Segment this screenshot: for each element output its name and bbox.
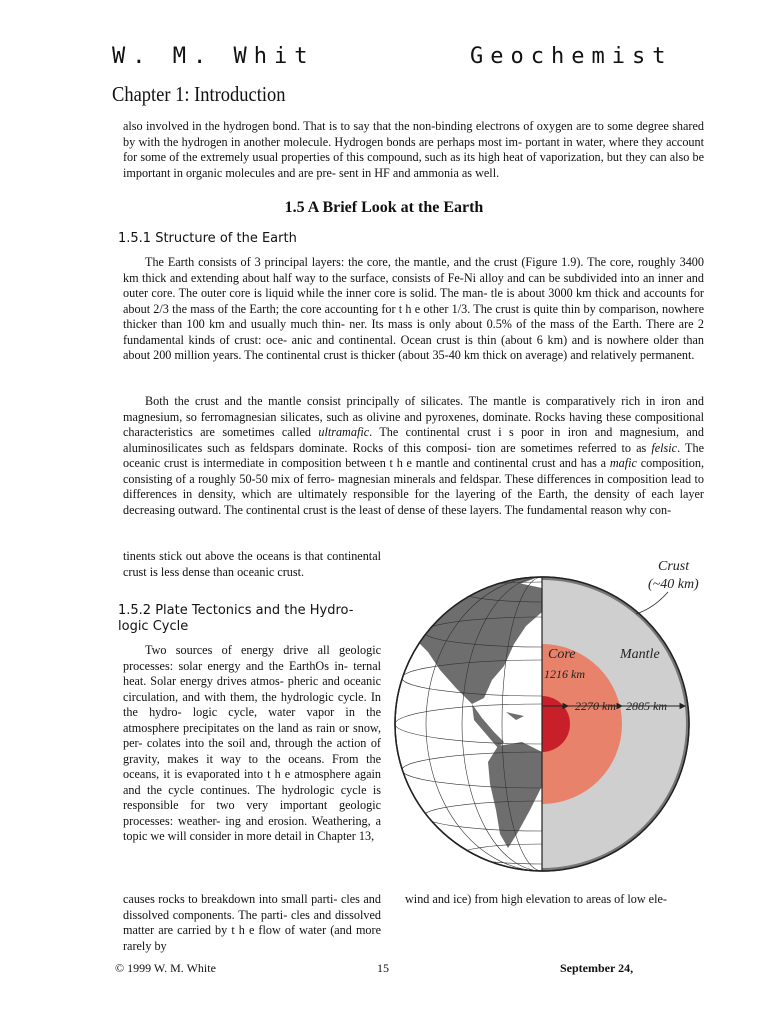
chapter-title: Chapter 1: Introduction [112,82,286,106]
paragraph-weathering-right: wind and ice) from high elevation to areas of low ele- [405,892,667,906]
term-mafic: mafic [609,456,637,470]
paragraph-weathering: causes rocks to breakdown into small parti- cles and dissolved components. The parti- cles and dissolved matter are carried by t h e flow of water (and more rarely by [123,892,381,953]
paragraph-structure: The Earth consists of 3 principal layers: the core, the mantle, and the crust (Figure 1.9). The core, roughly 3400 km thick and extending about half way to the surface, consists of Fe-Ni alloy and can be subdivided into an inner and outer core. The outer core is liquid while the inner core is solid. The man- tle is about 3000 km thick and accounts for about 2/3 the mass of the Earth; the core accounting for t h e other 1/3. The crust is quite thin by comparison, nowhere thicker than 100 km and usually much thin- ner. Its mass is only about 0.5% of the mass of the Earth. There are 2 fundamental kinds of crust: oce- anic and continental. Ocean crust is thin (about 6 km) and is nowhere older than about 200 million years. The continental crust is thicker (about 35-40 km thick on average) and relatively permanent. [123,255,704,362]
text-span: Both the crust and the mantle consist principally of silicates. The mantle is comparatively rich in iron and magnesium, so ferromagnesian silicates, such as olivine and pyroxenes, dominate. Rocks having these compositional characteristics are sometimes called [123,394,704,439]
subsection-heading-plate-tectonics: 1.5.2 Plate Tectonics and the Hydro- logic Cycle [118,603,354,634]
footer-date: September 24, [560,961,634,975]
outer-core-radius-label: 2270 km [575,699,616,713]
crust-thickness-label: (~40 km) [648,577,699,592]
earth-structure-figure [386,548,726,890]
text-span: . The oceanic crust is intermediate in composition between t h e mantle and continental crust and has a [123,440,704,470]
text-span: composition, consisting of a roughly 50-50 mix of ferro- magnesian minerals and feldspar. These differences in composition lead to differences in density, which are ultimately responsible for the layering of the Earth, the density of each layer decreasing outward. The continental crust is the least of dense of these layers. The fundamental reason why con- [123,456,704,517]
core-label: Core [548,647,576,662]
mantle-label: Mantle [620,647,660,662]
paragraph-composition-continued: tinents stick out above the oceans is that continental crust is less dense than oceanic crust. [123,549,381,579]
term-felsic: felsic [651,440,678,455]
intro-paragraph: also involved in the hydrogen bond. That is to say that the non-binding electrons of oxygen are to some degree shared by with the hydrogen in another molecule. Hydrogen bonds are perhaps most im- portant in water, where they account for some of the extremely usual properties of this compound, such as its high heat of vaporization, but they can also be important in organic molecules and are pre- sent in HF and ammonia as well. [123,119,704,180]
paragraph-hydrologic-cycle: Two sources of energy drive all geologic processes: solar energy and the EarthOs in- ternal heat. Solar energy drives atmos- pheric and oceanic circulation, and with them, the hydrologic cycle. In the hydro- logic cycle, water vapor in the atmosphere precipitates on the land as rain or snow, per- colates into the soil and, through the action of gravity, makes it way to the oceans. From the oceans, it is evaporated into t h e atmosphere again and the cycle continues. The hydrologic cycle is responsible for two very important geologic processes: weather- ing and erosion. Weathering, a topic we will consider in more detail in Chapter 13, [123,643,381,843]
footer-page-number: 15 [377,961,389,975]
inner-core-radius-label: 1216 km [544,667,585,681]
footer-copyright: © 1999 W. M. White [115,961,216,975]
crust-label: Crust [658,559,690,574]
running-header-title: Geochemist [470,44,673,69]
subsection-heading-structure: 1.5.1 Structure of the Earth [118,231,297,246]
paragraph-composition [123,394,704,518]
term-ultramafic: ultramafic [318,425,370,439]
running-header-author: W. M. Whit [112,44,315,69]
text-span: . The continental crust i s poor in iron and magnesium, and aluminosilicates such as feldspars dominate. Rocks of this composi- tion are sometimes referred to as [123,425,704,455]
section-title: 1.5 A Brief Look at the Earth [284,199,484,216]
mantle-thickness-label: 2885 km [626,699,667,713]
